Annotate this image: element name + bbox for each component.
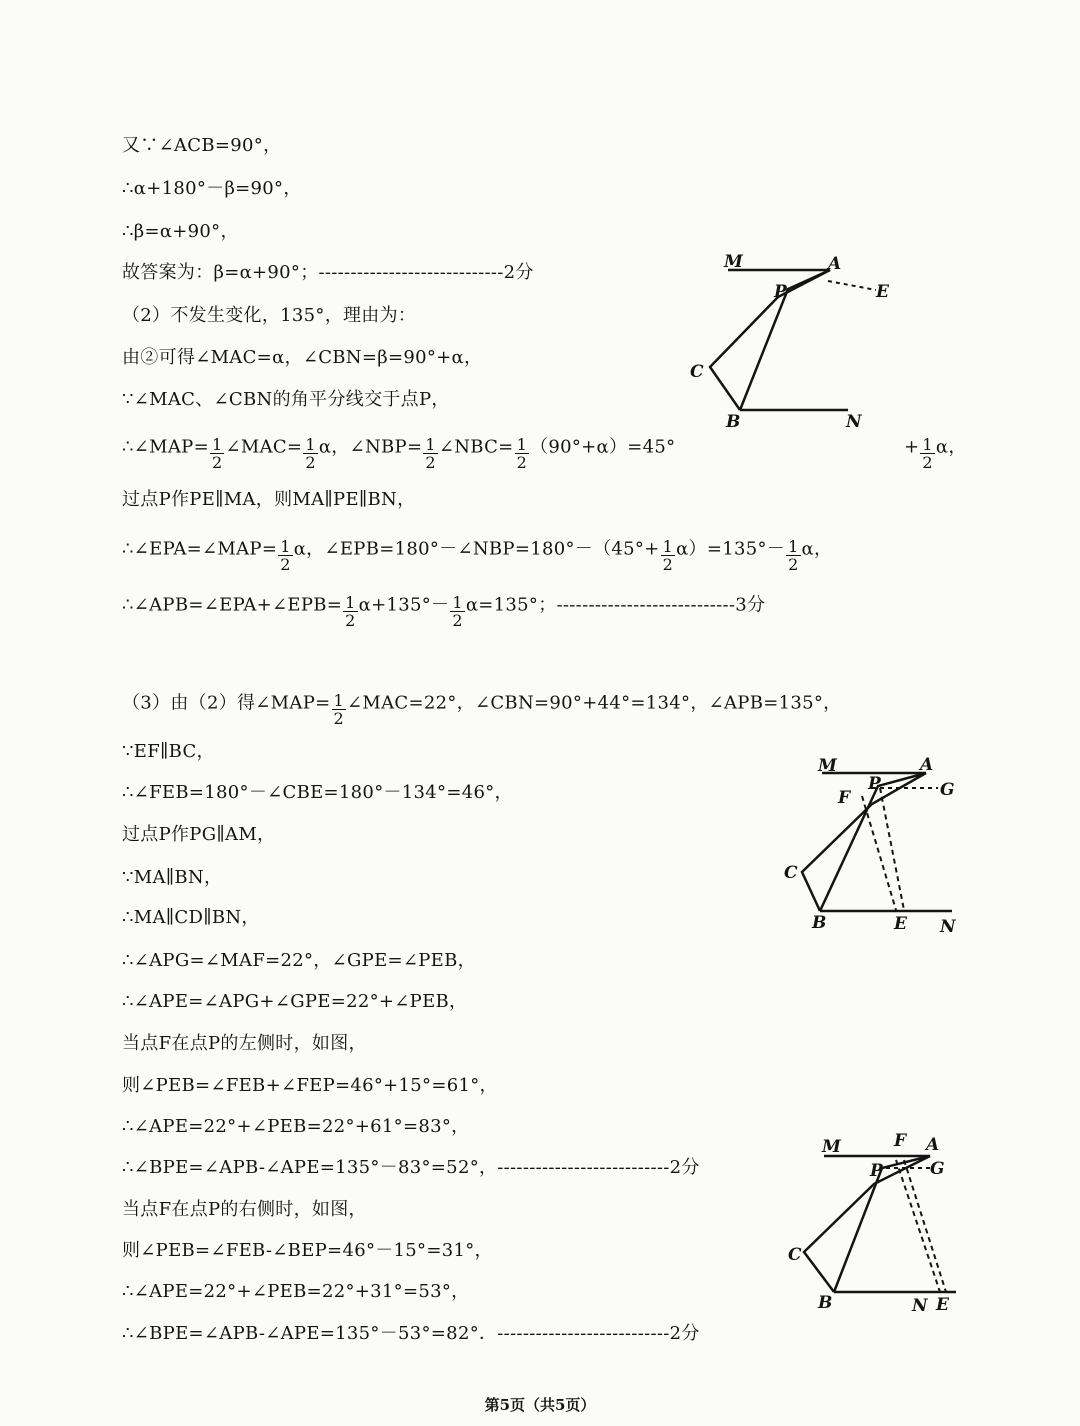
line-2: ∴α+180°－β=90°， [122, 178, 302, 199]
label-C: C [690, 362, 704, 382]
line-12 [122, 686, 842, 728]
label-E: E [876, 282, 889, 302]
line-15: 过点P作PG∥AM， [122, 824, 276, 845]
line-13: ∵EF∥BC， [122, 741, 215, 762]
line-25: 则∠PEB=∠FEB-∠BEP=46°－15°=31°， [122, 1240, 493, 1261]
fraction: $\frac{1}{2}$ [211, 435, 223, 472]
label-A: A [920, 755, 934, 775]
fraction: $\frac{1}{2}$ [333, 691, 344, 728]
line-8-d: ∠NBC= [438, 436, 514, 458]
line-9: 过点P作PE∥MA，则MA∥PE∥BN， [122, 489, 416, 510]
label-M: M [818, 756, 837, 776]
geometry-figure-3 [780, 1128, 970, 1318]
line-8-g: α， [935, 436, 967, 458]
line-10-d: α， [801, 538, 833, 560]
fraction: $\frac{1}{2}$ [425, 435, 436, 472]
line-5: （2）不发生变化，135°，理由为： [122, 305, 417, 326]
line-8-a: ∴∠MAP= [122, 436, 209, 458]
line-8 [122, 430, 962, 472]
line-10-a: ∴∠EPA=∠MAP= [122, 538, 278, 560]
line-26: ∴∠APE=22°+∠PEB=22°+31°=53°， [122, 1281, 470, 1302]
line-1: 又∵∠ACB=90°， [122, 135, 282, 156]
line-18: ∴∠APG=∠MAF=22°，∠GPE=∠PEB， [122, 950, 476, 971]
label-N: N [940, 917, 956, 937]
label-C: C [784, 863, 798, 883]
line-22: ∴∠APE=22°+∠PEB=22°+61°=83°， [122, 1116, 470, 1137]
fraction: $\frac{1}{2}$ [788, 537, 799, 574]
line-8-c: α，∠NBP= [318, 436, 423, 458]
line-11-b: α+135°－ [358, 594, 450, 616]
label-B: B [812, 913, 827, 933]
line-3: ∴β=α+90°， [122, 221, 239, 242]
line-20: 当点F在点P的左侧时，如图， [122, 1033, 367, 1054]
line-6: 由②可得∠MAC=α，∠CBN=β=90°+α， [122, 347, 483, 368]
line-8-e: （90°+α）=45° [530, 436, 676, 458]
line-7: ∵∠MAC、∠CBN的角平分线交于点P， [122, 389, 450, 410]
line-21: 则∠PEB=∠FEB+∠FEP=46°+15°=61°， [122, 1075, 498, 1096]
label-E: E [894, 914, 907, 934]
line-12-b: ∠MAC=22°，∠CBN=90°+44°=134°，∠APB=135°， [347, 692, 842, 714]
label-P: P [870, 1161, 883, 1181]
label-G: G [930, 1159, 945, 1179]
label-F: F [838, 788, 851, 808]
line-10-c: α）=135°－ [676, 538, 786, 560]
label-C: C [788, 1245, 802, 1265]
fraction: $\frac{1}{2}$ [922, 435, 933, 472]
label-N: N [846, 412, 862, 432]
line-12-a: （3）由（2）得∠MAP= [122, 692, 331, 714]
geometry-figure-2 [780, 752, 970, 937]
line-14: ∴∠FEB=180°－∠CBE=180°－134°=46°， [122, 782, 513, 803]
fraction: $\frac{1}{2}$ [345, 593, 356, 630]
fraction: $\frac{1}{2}$ [662, 537, 674, 574]
line-10-b: α，∠EPB=180°－∠NBP=180°－（45°+ [293, 538, 660, 560]
page-footer: 第5页（共5页） [484, 1396, 596, 1414]
label-M: M [822, 1137, 841, 1157]
label-N: N [912, 1296, 928, 1316]
label-P: P [774, 282, 787, 302]
geometry-figure-1 [680, 245, 910, 435]
line-8-f: + [904, 436, 920, 458]
line-11-a: ∴∠APB=∠EPA+∠EPB= [122, 594, 343, 616]
label-A: A [926, 1135, 940, 1155]
fraction: $\frac{1}{2}$ [305, 435, 316, 472]
label-G: G [940, 780, 955, 800]
line-4: 故答案为：β=α+90°；-----------------------------2分 [122, 262, 534, 283]
label-B: B [818, 1293, 833, 1313]
line-19: ∴∠APE=∠APG+∠GPE=22°+∠PEB， [122, 991, 468, 1012]
label-E: E [936, 1295, 949, 1315]
fraction: $\frac{1}{2}$ [516, 435, 528, 472]
line-8-b: ∠MAC= [225, 436, 303, 458]
line-24: 当点F在点P的右侧时，如图， [122, 1199, 367, 1220]
line-17: ∴MA∥CD∥BN， [122, 907, 260, 928]
line-27: ∴∠BPE=∠APB-∠APE=135°－53°=82°．---------------------------2分 [122, 1323, 700, 1344]
line-23: ∴∠BPE=∠APB-∠APE=135°－83°=52°，---------------------------2分 [122, 1157, 700, 1178]
label-F: F [894, 1131, 907, 1151]
fraction: $\frac{1}{2}$ [280, 537, 291, 574]
label-P: P [868, 774, 881, 794]
line-11-c: α=135°；----------------------------3分 [465, 594, 766, 616]
line-16: ∵MA∥BN， [122, 867, 223, 888]
line-10 [122, 532, 833, 574]
fraction: $\frac{1}{2}$ [452, 593, 463, 630]
label-A: A [828, 254, 842, 274]
line-8-tail [904, 430, 967, 472]
line-11 [122, 588, 766, 630]
label-B: B [726, 412, 741, 432]
label-M: M [724, 252, 743, 272]
